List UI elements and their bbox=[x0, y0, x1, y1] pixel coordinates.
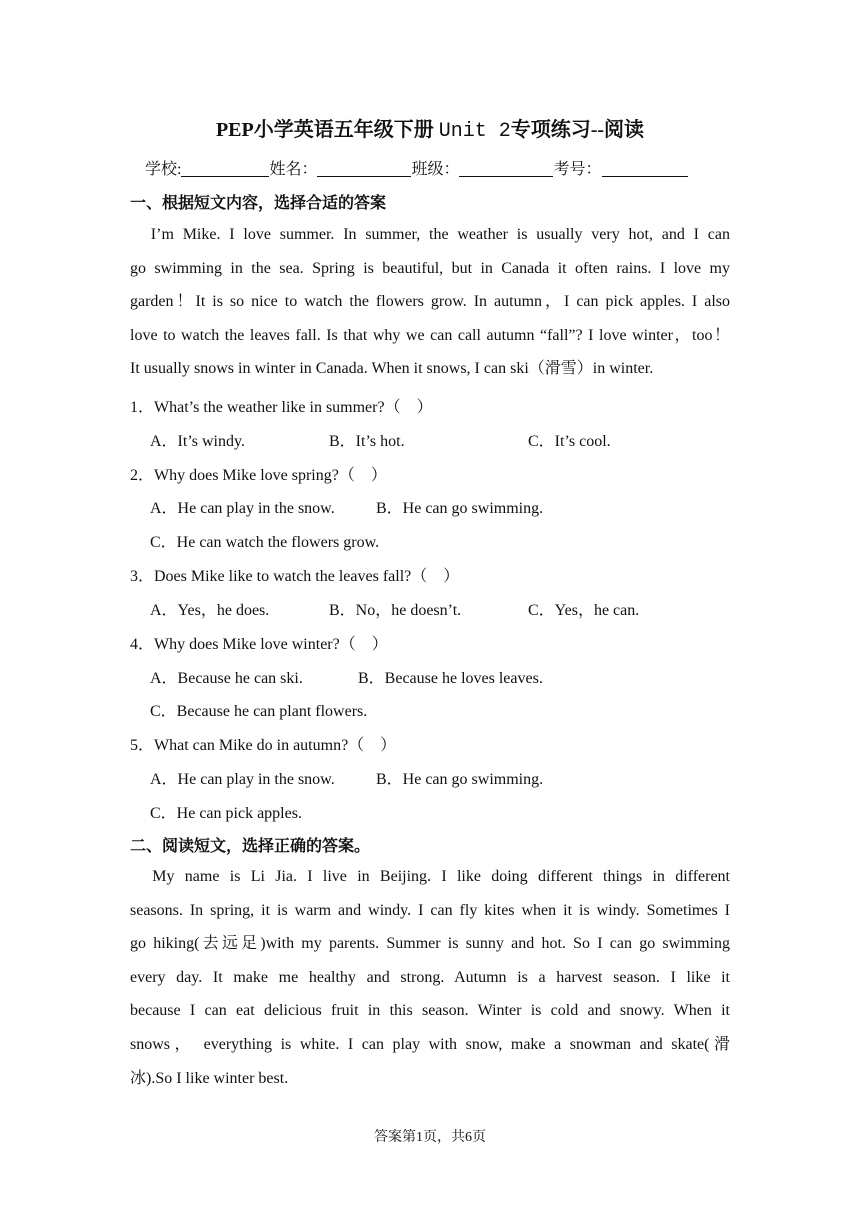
question-4: 4．Why does Mike love winter?（ ） bbox=[130, 636, 388, 653]
question-5: 5．What can Mike do in autumn?（ ） bbox=[130, 737, 397, 754]
exam-no-field[interactable] bbox=[602, 160, 688, 177]
q1-option-c: C．It’s cool. bbox=[528, 433, 611, 450]
passage-line: I’m Mike. I love summer. In summer, the weather is usually very hot, and I can bbox=[130, 226, 730, 243]
passage-line: It usually snows in winter in Canada. When it snows, I can ski（滑雪）in winter. bbox=[130, 360, 654, 378]
passage-line: 冰).So I like winter best. bbox=[130, 1069, 289, 1087]
q1-option-a: A．It’s windy. bbox=[150, 433, 245, 450]
name-field[interactable] bbox=[317, 160, 411, 177]
passage-line: go swimming in the sea. Spring is beautiful, but in Canada it often rains. I love my bbox=[130, 259, 730, 277]
question-3: 3．Does Mike like to watch the leaves fall?（ ） bbox=[130, 568, 460, 585]
q3-option-a: A．Yes，he does. bbox=[150, 602, 270, 619]
exam-no-label: 考号： bbox=[553, 161, 602, 178]
q2-option-c: C．He can watch the flowers grow. bbox=[150, 534, 380, 551]
q5-option-a: A．He can play in the snow. bbox=[150, 771, 335, 788]
passage-line: snows， everything is white. I can play with snow, make a snowman and skate(滑 bbox=[130, 1035, 730, 1053]
passage-line: garden！It is so nice to watch the flowers grow. In autumn，I can pick apples. I also bbox=[130, 293, 731, 311]
school-label: 学校: bbox=[145, 161, 182, 178]
class-label: 班级： bbox=[411, 161, 460, 178]
name-label: 姓名： bbox=[269, 161, 318, 178]
school-field[interactable] bbox=[181, 160, 269, 177]
passage-line: every day. It make me healthy and strong. Autumn is a harvest season. I like it bbox=[130, 968, 730, 986]
page-footer: 答案第1页，共6页 bbox=[374, 1130, 486, 1145]
q4-option-b: B．Because he loves leaves. bbox=[358, 670, 543, 687]
page-title bbox=[0, 113, 860, 143]
section2-passage bbox=[130, 860, 730, 1095]
passage-line: My name is Li Jia. I live in Beijing. I like doing different things in different bbox=[130, 868, 730, 885]
passage-line: seasons. In spring, it is warm and windy. I can fly kites when it is windy. Sometimes I bbox=[130, 901, 730, 919]
question-1: 1．What’s the weather like in summer?（ ） bbox=[130, 399, 433, 416]
q3-option-b: B．No，he doesn’t. bbox=[329, 602, 462, 619]
q3-option-c: C．Yes，he can. bbox=[528, 602, 640, 619]
class-field[interactable] bbox=[459, 160, 553, 177]
q5-option-b: B．He can go swimming. bbox=[376, 771, 544, 788]
title-suffix: 专项练习--阅读 bbox=[510, 119, 645, 141]
q4-option-c: C．Because he can plant flowers. bbox=[150, 703, 368, 720]
q4-option-a: A．Because he can ski. bbox=[150, 670, 303, 687]
q5-option-c: C．He can pick apples. bbox=[150, 805, 302, 822]
passage-line: because I can eat delicious fruit in this season. Winter is cold and snowy. When it bbox=[130, 1002, 730, 1020]
section1-heading: 一、根据短文内容，选择合适的答案 bbox=[130, 193, 387, 212]
title-unit: Unit 2 bbox=[438, 120, 511, 143]
q1-option-b: B．It’s hot. bbox=[329, 433, 405, 450]
section1-passage bbox=[130, 218, 730, 386]
passage-line: go hiking(去远足)with my parents. Summer is sunny and hot. So I can go swimming bbox=[130, 935, 730, 953]
passage-line: love to watch the leaves fall. Is that why we can call autumn “fall”? I love winter，too！ bbox=[130, 326, 730, 344]
section2-heading: 二、阅读短文，选择正确的答案。 bbox=[130, 836, 371, 855]
q2-option-b: B．He can go swimming. bbox=[376, 500, 544, 517]
question-2: 2．Why does Mike love spring?（ ） bbox=[130, 467, 387, 484]
q2-option-a: A．He can play in the snow. bbox=[150, 500, 335, 517]
student-info-line bbox=[145, 156, 688, 179]
title-chinese: PEP小学英语五年级下册 bbox=[215, 119, 439, 141]
